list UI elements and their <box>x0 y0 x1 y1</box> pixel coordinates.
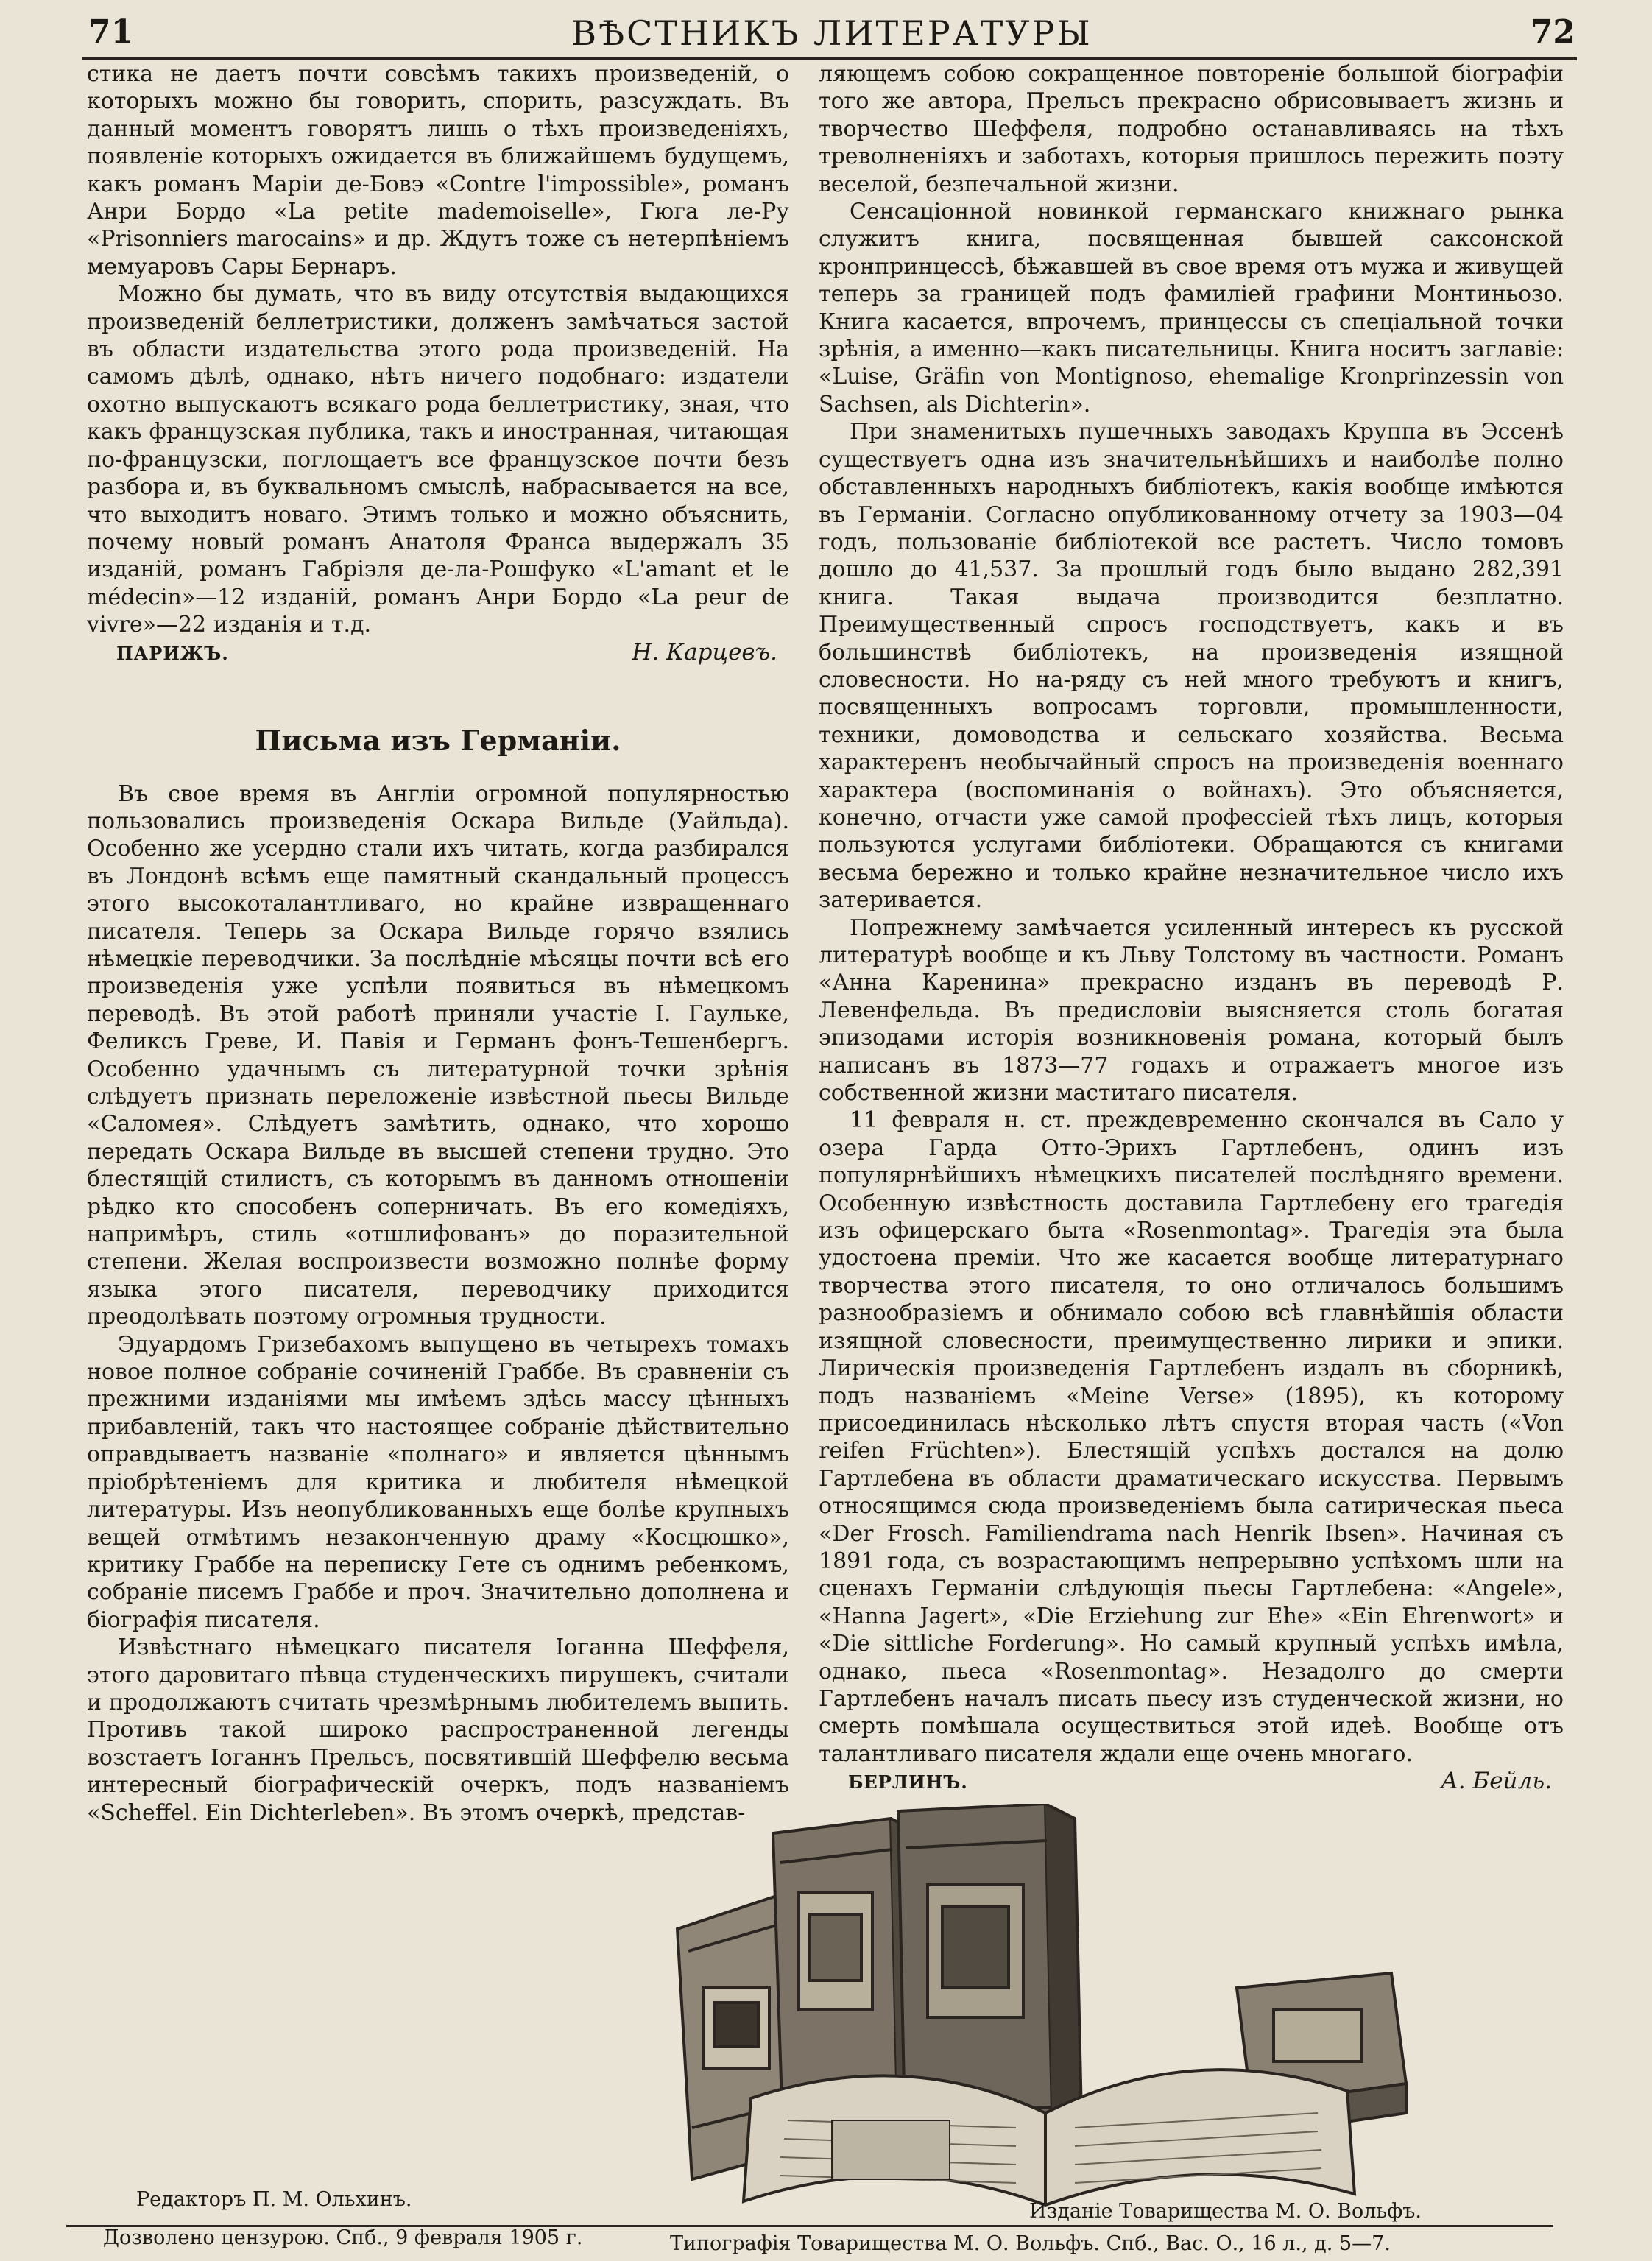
section-title: Письма изъ Германіи. <box>255 723 621 757</box>
footer-editor: Редакторъ П. М. Ольхинъ. <box>136 2188 412 2211</box>
footer-printer: Типографія Товарищества М. О. Вольфъ. Спб., Вас. О., 16 л., д. 5—7. <box>670 2232 1391 2255</box>
paragraph: При знаменитыхъ пушечныхъ заводахъ Круппа въ Эссенѣ существуетъ одна изъ значительнѣйшихъ и наиболѣе полно обставленныхъ народныхъ библіотекъ, какія вообще имѣются въ Германіи. Согласно опубликованному отчету за 1903—04 годъ, пользованіе библіотекой все растетъ. Число томовъ дошло до 41,537. За прошлый годъ было выдано 282,391 книга. Такая выдача производится безплатно. Преимущественный спросъ господствуетъ, какъ и въ большинствѣ библіотекъ, на произведенія изящной словесности. Но на-ряду съ ней много требуютъ и книгъ, посвященныхъ вопросамъ торговли, промышленности, техники, домоводства и сельскаго хозяйства. Весьма характеренъ необычайный спросъ на произведенія военнаго характера (воспоминанія о войнахъ). Это объясняется, конечно, отчасти уже самой профессіей тѣхъ лицъ, которыя пользуются услугами библіотеки. Обращаются съ книгами весьма бережно и только крайне незначительное число ихъ затеривается. <box>819 419 1564 914</box>
page-header <box>88 13 1575 57</box>
paragraph: Попрежнему замѣчается усиленный интересъ къ русской литературѣ вообще и къ Льву Толстому въ частности. Романъ «Анна Каренина» прекрасно изданъ въ переводѣ Р. Левенфельда. Въ предисловіи выясняется столь богатая эпизодами исторія возникновенія романа, который былъ написанъ въ 1873—77 годахъ и отражаетъ многое изъ собственной жизни маститаго писателя. <box>819 914 1564 1107</box>
paragraph: Можно бы думать, что въ виду отсутствія выдающихся произведеній беллетристики, долженъ замѣчаться застой въ области издательства этого рода произведеній. На самомъ дѣлѣ, однако, нѣтъ ничего подобнаго: издатели охотно выпускаютъ всякаго рода беллетристику, зная, что какъ французская публика, такъ и иностранная, читающая по-французски, поглощаетъ все французское почти безъ разбора и, въ буквальномъ смыслѣ, набрасывается на все, что выходитъ новаго. Этимъ только и можно объяснить, почему новый романъ Анатоля Франса выдержалъ 35 изданій, романъ Габріэля де-ла-Рошфуко «L'amant et le médecin»—12 изданій, романъ Анри Бордо «La peur de vivre»—22 изданія и т.д. <box>87 281 789 638</box>
signature <box>819 1768 1564 1800</box>
left-column <box>87 60 789 1827</box>
paragraph: Извѣстнаго нѣмецкаго писателя Іоганна Шеффеля, этого даровитаго пѣвца студенческихъ пирушекъ, считали и продолжаютъ считать чрезмѣрнымъ любителемъ выпить. Противъ такой широко распространенной легенды возстаетъ Іоганнъ Прельсъ, посвятившій Шеффелю весьма интересный біографическій очеркъ, подъ названіемъ «Scheffel. Ein Dichterleben». Въ этомъ очеркѣ, представ- <box>87 1634 789 1826</box>
paragraph: ляющемъ собою сокращенное повтореніе большой біографіи того же автора, Прельсъ прекрасно обрисовываетъ жизнь и творчество Шеффеля, подробно останавливаясь на тѣхъ треволненіяхъ и заботахъ, которыя пришлось пережить поэту веселой, безпечальной жизни. <box>819 61 1564 197</box>
signature-author: Н. Карцевъ. <box>632 638 777 666</box>
paragraph: Въ свое время въ Англіи огромной популярностью пользовались произведенія Оскара Вильде (Уайльда). Особенно же усердно стали ихъ читать, когда разбирался въ Лондонѣ всѣмъ еще памятный скандальный процессъ этого высокоталантливаго, но крайне извращеннаго писателя. Теперь за Оскара Вильде горячо взялись нѣмецкіе переводчики. За послѣдніе мѣсяцы почти всѣ его произведенія уже успѣли появиться въ нѣмецкомъ переводѣ. Въ этой работѣ приняли участіе I. Гаульке, Феликсъ Греве, И. Павія и Германъ фонъ-Тешенбергъ. Особенно удачнымъ съ литературной точки зрѣнія слѣдуетъ признать переложеніе извѣстной пьесы Вильде «Саломея». Слѣдуетъ замѣтить, однако, что хорошо передать Оскара Вильде въ высшей степени трудно. Это блестящій стилистъ, съ которымъ въ данномъ отношеніи рѣдко кто способенъ соперничать. Въ его комедіяхъ, напримѣръ, стиль «отшлифованъ» до поразительной степени. Желая воспроизвести возможно полнѣе форму языка этого писателя, переводчику приходится преодолѣвать поэтому огромныя трудности. <box>87 780 789 1330</box>
signature-place: БЕРЛИНЪ. <box>848 1771 968 1793</box>
footer-publisher: Изданіе Товарищества М. О. Вольфъ. <box>1029 2200 1422 2223</box>
books-illustration <box>663 1804 1413 2216</box>
paragraph: Сенсаціонной новинкой германскаго книжнаго рынка служитъ книга, посвященная бывшей саксонской кронпринцессѣ, бѣжавшей въ свое время отъ мужа и живущей теперь за границей подъ фамиліей графини Монтиньозо. Книга касается, впрочемъ, принцессы съ спеціальной точки зрѣнія, а именно—какъ писательницы. Книга носитъ заглавіе: «Luise, Gräfin von Montignoso, ehemalige Kronprinzessin von Sachsen, als Dichterin». <box>819 199 1564 417</box>
paragraph: стика не даетъ почти совсѣмъ такихъ произведеній, о которыхъ можно бы говорить, спорить, разсуждать. Въ данный моментъ говорятъ лишь о тѣхъ произведеніяхъ, появленіе которыхъ ожидается въ ближайшемъ будущемъ, какъ романъ Маріи де-Бовэ «Contre l'impossible», романъ Анри Бордо «La petite mademoiselle», Гюга ле-Ру «Prisonniers marocains» и др. Ждутъ тоже съ нетерпѣніемъ мемуаровъ Сары Бернаръ. <box>87 61 789 280</box>
paragraph: 11 февраля н. ст. преждевременно скончался въ Сало у озера Гарда Отто-Эрихъ Гартлебенъ, одинъ изъ популярнѣйшихъ нѣмецкихъ писателей послѣдняго времени. Особенную извѣстность доставила Гартлебену его трагедія изъ офицерскаго быта «Rosenmontag». Трагедія эта была удостоена преміи. Что же касается вообще литературнаго творчества этого писателя, то оно отличалось большимъ разнообразіемъ и обнимало собою всѣ главнѣйшія области изящной словесности, преимущественно лирики и эпики. Лирическія произведенія Гартлебенъ издалъ въ сборникѣ, подъ названіемъ «Meine Verse» (1895), къ которому присоединилась нѣсколько лѣтъ спустя вторая часть («Von reifen Früchten»). Блестящій успѣхъ достался на долю Гартлебена въ области драматическаго искусства. Первымъ относящимся сюда произведеніемъ была сатирическая пьеса «Der Frosch. Familiendrama nach Henrik Ibsen». Начиная съ 1891 года, съ возрастающимъ непрерывно успѣхомъ шли на сценахъ Германіи слѣдующія пьесы Гартлебена: «Angele», «Hanna Jagert», «Die Erziehung zur Ehe» «Ein Ehrenwort» и «Die sittliche Forderung». Но самый крупный успѣхъ имѣла, однако, пьеса «Rosenmontag». Незадолго до смерти Гартлебенъ началъ писать пьесу изъ студенческой жизни, но смерть помѣшала осуществиться этой идеѣ. Вообще отъ талантливаго писателя ждали еще очень многаго. <box>819 1107 1564 1767</box>
signature <box>87 639 789 671</box>
page-number-right: 72 <box>1530 13 1575 51</box>
journal-title: ВѢСТНИКЪ ЛИТЕРАТУРЫ <box>571 13 1092 53</box>
page-number-left: 71 <box>88 13 134 51</box>
signature-author: А. Бейль. <box>1441 1768 1552 1795</box>
signature-place: ПАРИЖЪ. <box>116 642 229 664</box>
footer-censor: Дозволено цензурою. Спб., 9 февраля 1905 г. <box>103 2226 583 2249</box>
right-column <box>819 60 1564 1800</box>
paragraph: Эдуардомъ Гризебахомъ выпущено въ четырехъ томахъ новое полное собраніе сочиненій Граббе. Въ сравненіи съ прежними изданіями мы имѣемъ здѣсь массу цѣнныхъ прибавленій, такъ что настоящее собраніе дѣйствительно оправдываетъ названіе «полнаго» и является цѣннымъ пріобрѣтеніемъ для критика и любителя нѣмецкой литературы. Изъ неопубликованныхъ еще болѣе крупныхъ вещей отмѣтимъ незаконченную драму «Косцюшко», критику Граббе на переписку Гете съ однимъ ребенкомъ, собраніе писемъ Граббе и проч. Значительно дополнена и біографія писателя. <box>87 1331 789 1633</box>
